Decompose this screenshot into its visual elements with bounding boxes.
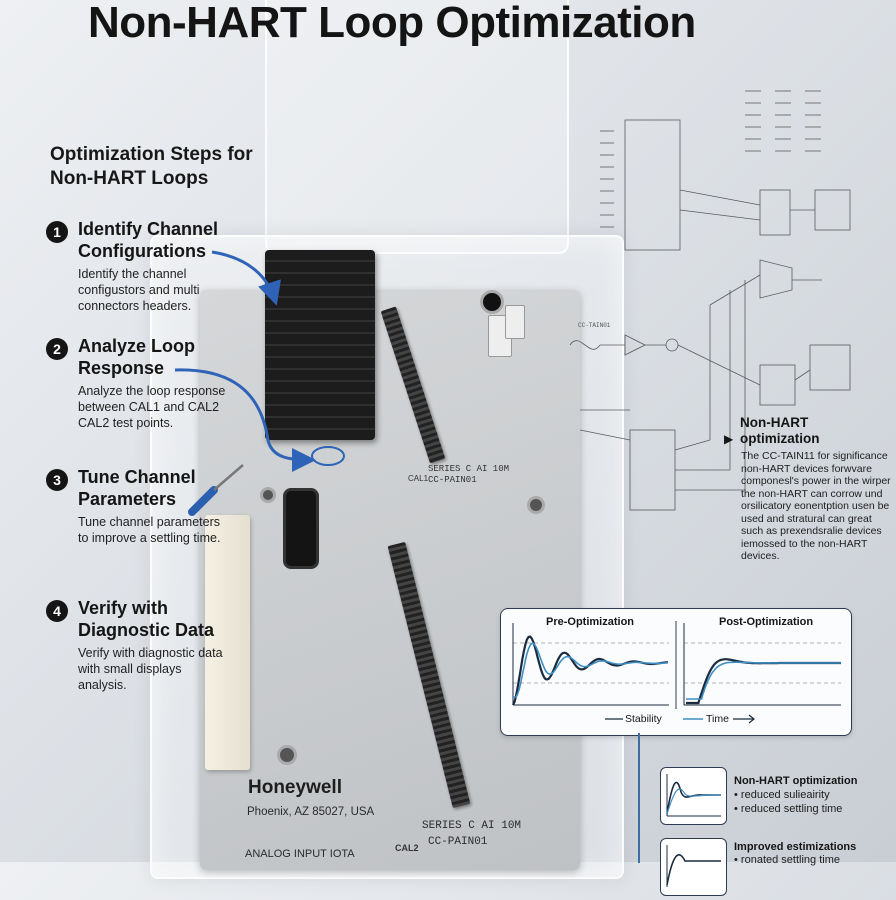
fuse-holder-icon (283, 488, 319, 569)
step-number-badge: 3 (46, 469, 68, 491)
steps-heading: Optimization Steps for Non-HART Loops (50, 144, 253, 189)
mounting-screw (260, 487, 276, 503)
non-hart-panel-title (740, 415, 820, 447)
step-title: Analyze Loop Response (78, 336, 196, 378)
mounting-screw (527, 496, 545, 514)
play-arrow-icon: ▶ (724, 432, 734, 446)
white-connector-block (205, 515, 250, 770)
post-time-line (686, 662, 841, 699)
callout-chart-2 (660, 838, 727, 896)
step-title: Tune Channel Parameters (78, 467, 196, 509)
post-stability-line (686, 659, 841, 703)
callout-1-bullet: • reduced sulieairity (734, 789, 830, 801)
connector-line (638, 733, 640, 863)
legend-stability: Stability (625, 713, 662, 725)
page-title: Non-HART Loop Optimization (88, 0, 696, 47)
mounting-hole (277, 745, 297, 765)
fuse-holder-icon (480, 290, 504, 314)
callout-bullet-text: ronated settling time (740, 854, 840, 866)
mid-series-line2: CC-PAIN01 (428, 475, 477, 485)
step-title: Identify Channel Configurations (78, 219, 219, 261)
callout-bullet-text: reduced sulieairity (740, 789, 830, 801)
non-hart-title-line1: Non-HART (740, 415, 809, 430)
step-number-badge: 2 (46, 338, 68, 360)
chart-plot-area (501, 609, 851, 735)
optimization-comparison-chart (500, 608, 852, 736)
terminal-block-connector (265, 250, 375, 440)
brand-address: Phoenix, AZ 85027, USA (247, 806, 375, 818)
callout-chart-1 (660, 767, 727, 825)
schematic-input-label: CC-TAIN01 (578, 322, 611, 329)
step-number-badge: 1 (46, 221, 68, 243)
callout-bullet-text: reduced settling time (740, 803, 843, 815)
cal2-label: CAL2 (395, 843, 419, 853)
non-hart-title-line2: optimization (740, 431, 820, 446)
series-label: SERIES C AI 10M (422, 820, 522, 832)
brand-logo: Honeywell (248, 777, 342, 798)
step-description: Verify with diagnostic data with small displays analysis. (78, 646, 223, 692)
module-name: ANALOG INPUT IOTA (245, 848, 355, 860)
callout-2-title: Improved estimizations (734, 841, 857, 853)
model-label: CC-PAIN01 (428, 836, 488, 848)
step-number-badge: 4 (46, 600, 68, 622)
step-description: Analyze the loop response between CAL1 and CAL2 CAL2 test points. (78, 384, 226, 430)
mid-series-label (428, 464, 509, 486)
mid-series-line1: SERIES C AI 10M (428, 464, 510, 474)
chart-title-post: Post-Optimization (719, 616, 814, 628)
white-connector (505, 305, 525, 339)
callout-2-bullet: • ronated settling time (734, 854, 840, 866)
schematic-pin-glyphs (600, 90, 821, 228)
cal1-label: CAL1 (408, 474, 429, 483)
mini-response-chart (661, 839, 726, 895)
step-title: Verify with Diagnostic Data (78, 598, 215, 640)
callout-1-title: Non-HART optimization (734, 775, 858, 787)
mini-response-chart (661, 768, 726, 824)
step-description: Identify the channel configustors and multi connectors headers. (78, 267, 200, 313)
step-description: Tune channel parameters to improve a settling time. (78, 515, 221, 545)
legend-time: Time (706, 713, 729, 725)
legend-arrow-icon (733, 715, 754, 723)
callout-1-bullet: • reduced settling time (734, 803, 843, 815)
non-hart-panel-body: The CC-TAIN11 for significance non-HART devices forwvare componesl's power in the wirper the non-HART can corrow und orsilicatory eonentption usen be used and stratural can great such as prexendsralie devices iemossed to the non-HART devices. (741, 450, 891, 562)
chart-title-pre: Pre-Optimization (546, 616, 635, 628)
